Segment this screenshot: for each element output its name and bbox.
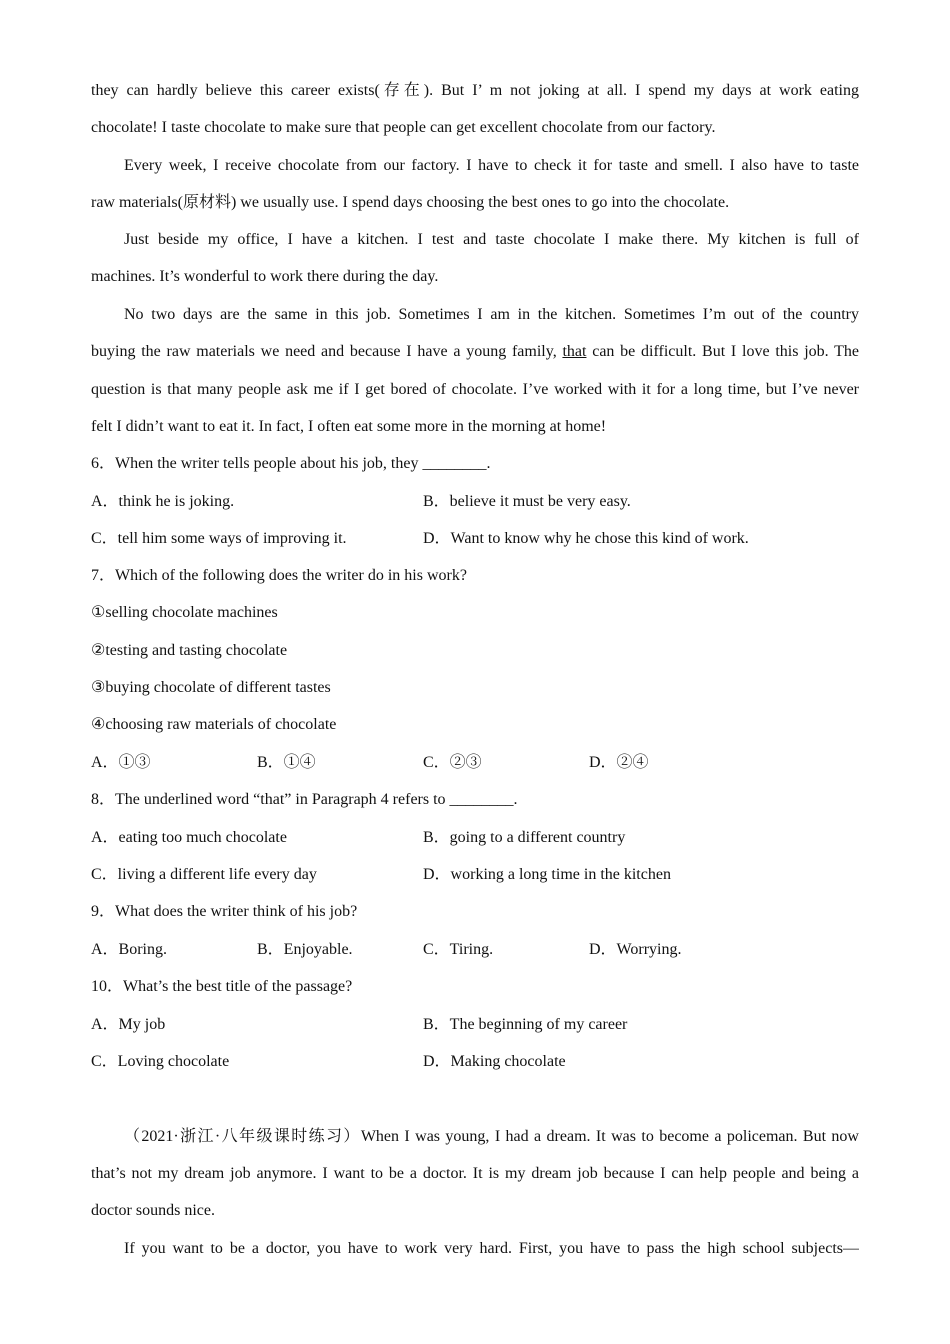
- passage-line: Every week, I receive chocolate from our factory. I have to check it for taste and smell. I also have to taste: [124, 157, 859, 174]
- passage-line: they can hardly believe this career exists(存在). But I’ m not joking at all. I spend my days at work eating: [91, 82, 859, 99]
- option-a: A．Boring.: [91, 941, 168, 958]
- option-d: D．②④: [589, 754, 649, 771]
- options-row: [91, 1052, 859, 1072]
- option-b: B．Enjoyable.: [257, 941, 353, 958]
- question-stem: 8．The underlined word “that” in Paragraph 4 refers to ________.: [91, 791, 518, 808]
- passage-line: Just beside my office, I have a kitchen. I test and taste chocolate I make there. My kitchen is full of: [124, 231, 859, 248]
- passage-text: can be difficult. But I love this job. The: [586, 343, 859, 360]
- passage-line: raw materials(原材料) we usually use. I spend days choosing the best ones to go into the chocolate.: [91, 194, 730, 211]
- option-d: D．working a long time in the kitchen: [423, 866, 671, 883]
- question-stem: 6．When the writer tells people about his job, they ________.: [91, 455, 491, 472]
- list-item: ③buying chocolate of different tastes: [91, 679, 331, 696]
- options-row: [91, 828, 859, 848]
- option-c: C．Loving chocolate: [91, 1053, 230, 1070]
- list-item: ②testing and tasting chocolate: [91, 642, 288, 659]
- passage-line: question is that many people ask me if I get bored of chocolate. I’ve worked with it for a long time, but I’ve never: [91, 381, 859, 398]
- option-d: D．Worrying.: [589, 941, 682, 958]
- passage-line: （2021·浙江·八年级课时练习）When I was young, I had a dream. It was to become a policeman. But now: [124, 1128, 859, 1145]
- options-row: [91, 865, 859, 885]
- question-stem: 10．What’s the best title of the passage?: [91, 978, 353, 995]
- passage-line-with-underline: [91, 342, 859, 362]
- option-a: A．My job: [91, 1016, 166, 1033]
- option-c: C．living a different life every day: [91, 866, 317, 883]
- passage-line: If you want to be a doctor, you have to work very hard. First, you have to pass the high school subjects—: [124, 1240, 859, 1257]
- option-c: C．Tiring.: [423, 941, 494, 958]
- passage-line: machines. It’s wonderful to work there during the day.: [91, 268, 439, 285]
- passage-text: buying the raw materials we need and because I have a young family,: [91, 343, 563, 360]
- option-d: D．Making chocolate: [423, 1053, 566, 1070]
- option-a: A．think he is joking.: [91, 493, 235, 510]
- option-a: A．eating too much chocolate: [91, 829, 287, 846]
- option-b: B．①④: [257, 754, 316, 771]
- list-item: ④choosing raw materials of chocolate: [91, 716, 337, 733]
- question-stem: 7．Which of the following does the writer do in his work?: [91, 567, 467, 584]
- option-b: B．believe it must be very easy.: [423, 493, 631, 510]
- passage-line: that’s not my dream job anymore. I want to be a doctor. It is my dream job because I can help people and being a: [91, 1165, 859, 1182]
- options-row: [91, 1015, 859, 1035]
- options-row: [91, 529, 859, 549]
- option-b: B．going to a different country: [423, 829, 626, 846]
- option-d: D．Want to know why he chose this kind of work.: [423, 530, 749, 547]
- passage-line: doctor sounds nice.: [91, 1202, 215, 1219]
- options-row: [91, 940, 859, 960]
- option-b: B．The beginning of my career: [423, 1016, 628, 1033]
- underlined-word-that: that: [562, 343, 587, 360]
- passage-line: felt I didn’t want to eat it. In fact, I often eat some more in the morning at home!: [91, 418, 607, 435]
- passage-line: No two days are the same in this job. Sometimes I am in the kitchen. Sometimes I’m out of the country: [124, 306, 859, 323]
- option-c: C．②③: [423, 754, 482, 771]
- option-a: A．①③: [91, 754, 151, 771]
- question-stem: 9．What does the writer think of his job?: [91, 903, 358, 920]
- options-row: [91, 492, 859, 512]
- passage-line: chocolate! I taste chocolate to make sure that people can get excellent chocolate from our factory.: [91, 119, 716, 136]
- option-c: C．tell him some ways of improving it.: [91, 530, 347, 547]
- options-row: [91, 753, 859, 773]
- list-item: ①selling chocolate machines: [91, 604, 278, 621]
